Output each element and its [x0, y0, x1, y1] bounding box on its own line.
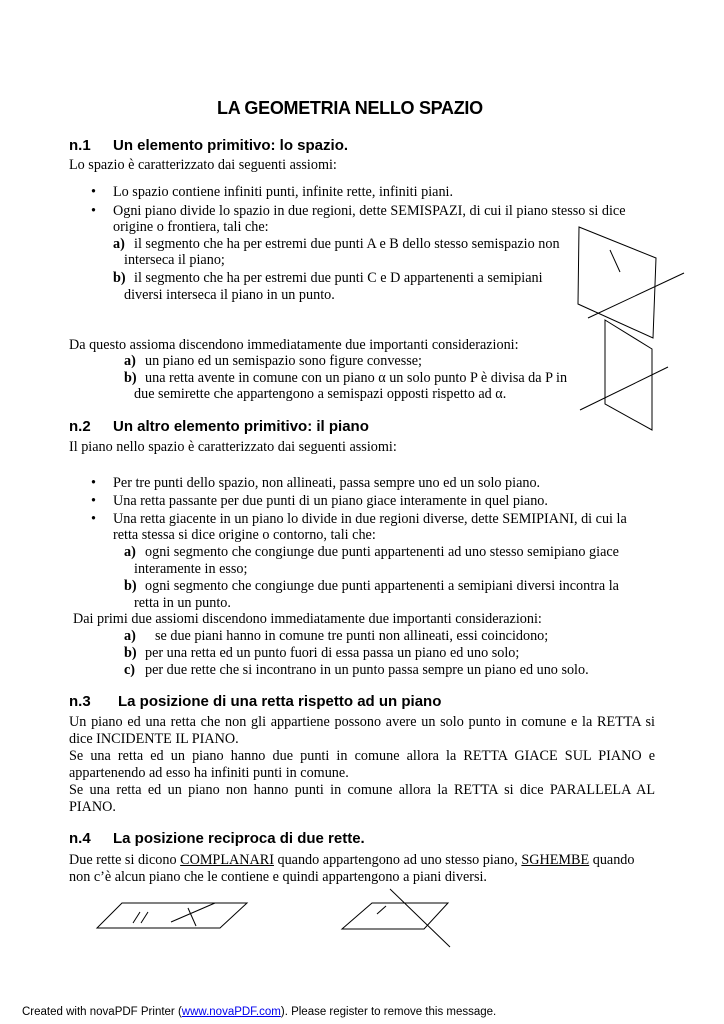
s4-text-2: quando appartengono ad uno stesso piano,: [273, 852, 522, 868]
s1-bullet-2: • Ogni piano divide lo spazio in due regioni, dette SEMISPAZI, di cui il piano stesso si dice: [113, 203, 626, 220]
s1-item-b: il segmento che ha per estremi due punti C e D appartenenti a semipiani: [134, 270, 543, 286]
s1-cons-b-cont: due semirette che appartengono a semispazi opposti rispetto ad α.: [134, 386, 507, 402]
s1-cons-b: una retta avente in comune con un piano α un solo punto P è divisa da P in: [145, 370, 568, 386]
s2-item-a-cont: interamente in esso;: [134, 561, 248, 577]
section-3-heading: La posizione di una retta rispetto ad un piano: [118, 693, 442, 710]
upper-plane-shape: [578, 227, 656, 338]
s4-text-1: Due rette si dicono: [69, 852, 181, 868]
skew-line-in-plane: [377, 906, 386, 914]
s3-para-3-line-1: Se una retta ed un piano non hanno punti in comune allora la RETTA si dice PARALLELA AL: [69, 782, 655, 798]
section-3-number: n.3: [69, 693, 91, 710]
s1-cons-a-label: a): [124, 353, 136, 369]
parallel-line-1: [133, 912, 140, 923]
s1-cons-a: un piano ed un semispazio sono figure convesse;: [145, 353, 422, 369]
s2-bullet-2: • Una retta passante per due punti di un piano giace interamente in quel piano.: [113, 493, 548, 510]
section-1-intro: Lo spazio è caratterizzato dai seguenti assiomi:: [69, 157, 337, 173]
s2-item-b-cont: retta in un punto.: [134, 595, 231, 611]
footer-text-post: ). Please register to remove this message.: [280, 1006, 497, 1018]
lower-plane-shape: [605, 320, 652, 430]
s2-bullet-3: • Una retta giacente in un piano lo divide in due regioni diverse, dette SEMIPIANI, di cui la: [113, 511, 627, 528]
s3-para-1-line-1: Un piano ed una retta che non gli appartiene possono avere un solo punto in comune e la RETTA si: [69, 714, 655, 730]
s4-text-3: quando: [589, 852, 635, 868]
s1-item-b-label: b): [113, 270, 126, 286]
novapdf-link[interactable]: www.novaPDF.com: [181, 1006, 281, 1018]
s1-item-a: il segmento che ha per estremi due punti A e B dello stesso semispazio non: [134, 236, 560, 252]
s1-considerations: Da questo assioma discendono immediatamente due importanti considerazioni:: [69, 337, 519, 353]
skew-plane-shape: [342, 903, 448, 929]
s2-cons-a: se due piani hanno in comune tre punti non allineati, essi coincidono;: [155, 628, 549, 644]
segment-cd: [588, 273, 684, 318]
s2-cons-c-label: c): [124, 662, 136, 678]
figure-coplanar-lines: [97, 903, 247, 928]
section-2-heading: Un altro elemento primitivo: il piano: [113, 418, 369, 435]
s3-para-2-line-1: Se una retta ed un piano hanno due punti in comune allora la RETTA GIACE SUL PIANO e: [69, 748, 655, 764]
segment-ab: [610, 250, 620, 272]
s1-item-a-label: a): [113, 236, 125, 252]
s4-line-2: non c’è alcun piano che le contiene e quindi appartengono a piani diversi.: [69, 869, 487, 885]
s1-item-a-cont: interseca il piano;: [124, 252, 225, 268]
s1-item-b-cont: diversi interseca il piano in un punto.: [124, 287, 335, 303]
footer: [22, 1006, 496, 1018]
crossing-line: [580, 367, 668, 410]
s2-cons-a-label: a): [124, 628, 136, 644]
parallel-line-2: [141, 912, 148, 923]
s2-cons-b-label: b): [124, 645, 137, 661]
s3-para-1-line-2: dice INCIDENTE IL PIANO.: [69, 731, 239, 747]
s2-item-b: ogni segmento che congiunge due punti appartenenti a semipiani diversi incontra la: [145, 578, 619, 594]
s2-item-a: ogni segmento che congiunge due punti appartenenti ad uno stesso semipiano giace: [145, 544, 619, 560]
s2-bullet-1: • Per tre punti dello spazio, non allineati, passa sempre uno ed un solo piano.: [113, 475, 540, 492]
section-2-number: n.2: [69, 418, 91, 435]
incident-line-2: [188, 908, 196, 926]
s2-item-b-label: b): [124, 578, 137, 594]
section-4-number: n.4: [69, 830, 91, 847]
figure-line-through-plane: [580, 320, 668, 430]
skew-line-crossing: [390, 889, 450, 947]
footer-text-pre: Created with novaPDF Printer (: [22, 1006, 182, 1018]
term-complanari: COMPLANARI: [180, 852, 274, 868]
s1-cons-b-label: b): [124, 370, 137, 386]
s2-cons-b: per una retta ed un punto fuori di essa passa un piano ed uno solo;: [145, 645, 520, 661]
s2-item-a-label: a): [124, 544, 136, 560]
coplanar-plane-shape: [97, 903, 247, 928]
figure-skew-lines: [342, 889, 450, 947]
s2-cons-c: per due rette che si incontrano in un punto passa sempre un piano ed uno solo.: [145, 662, 589, 678]
section-1-number: n.1: [69, 137, 91, 154]
s3-para-3-line-2: PIANO.: [69, 799, 116, 815]
term-sghembe: SGHEMBE: [521, 852, 590, 868]
s1-bullet-1: • Lo spazio contiene infiniti punti, infinite rette, infiniti piani.: [113, 184, 453, 201]
page-title: LA GEOMETRIA NELLO SPAZIO: [217, 98, 483, 118]
s2-bullet-3-cont: retta stessa si dice origine o contorno, tali che:: [113, 527, 376, 543]
section-2-intro: Il piano nello spazio è caratterizzato dai seguenti assiomi:: [69, 439, 397, 455]
s1-bullet-2-cont: origine o frontiera, tali che:: [113, 219, 269, 235]
figure-plane-semispaces: [578, 227, 684, 338]
section-4-heading: La posizione reciproca di due rette.: [113, 830, 365, 847]
s3-para-2-line-2: appartenendo ad esso ha infiniti punti in comune.: [69, 765, 349, 781]
s2-considerations: Dai primi due assiomi discendono immediatamente due importanti considerazioni:: [73, 611, 542, 627]
section-1-heading: Un elemento primitivo: lo spazio.: [113, 137, 349, 154]
